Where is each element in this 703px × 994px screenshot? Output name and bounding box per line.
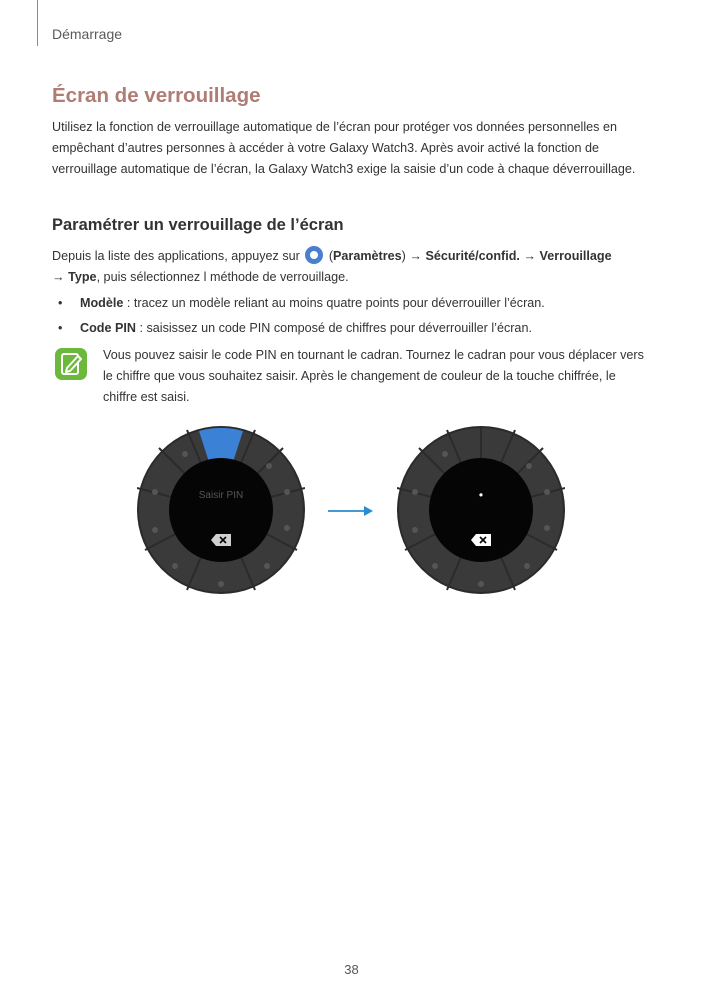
pin-placeholder: Saisir PIN [198, 490, 244, 501]
bullet-dot: • [58, 321, 63, 335]
bullet-dot: • [58, 296, 63, 310]
bullet-pattern [52, 293, 652, 314]
bullet-text: : tracez un modèle reliant au moins quatre points pour déverrouiller l’écran. [123, 296, 545, 310]
page-number: 38 [344, 962, 359, 977]
steps-prefix: Depuis la liste des applications, appuyez sur [52, 249, 300, 263]
bullet-list [52, 293, 652, 343]
bullet-pin [52, 318, 652, 339]
bullet-text: : saisissez un code PIN composé de chiffres pour déverrouiller l’écran. [135, 321, 532, 335]
page-title: Écran de verrouillage [52, 84, 261, 107]
steps-paragraph: Depuis la liste des applications, appuyez sur (Paramètres) → Sécurité/confid. → Verrouillage → Type, puis sélectionnez l méthode de verrouillage. [52, 246, 652, 288]
intro-paragraph: Utilisez la fonction de verrouillage automatique de l’écran pour protéger vos données personnelles en empêchant d’autres personnes à accéder à votre Galaxy Watch3. Après avoir activé la fonction de verrouillage automatique de l’écran, la Galaxy Watch3 exige la saisie d’un code à chaque déverrouillage. [52, 120, 636, 176]
settings-icon [305, 246, 323, 264]
arrow-right-icon [328, 504, 374, 518]
bullet-term: Code PIN [80, 321, 136, 335]
note-text: Vous pouvez saisir le code PIN en tournant le cadran. Tournez le cadran pour vous déplacer vers le chiffre que vous souhaitez saisir. Après le changement de couleur de la touche chiffrée, le chiffre est saisi. [103, 348, 644, 404]
watch-pin-entered-image [397, 426, 565, 594]
watch-pin-entry-image [137, 426, 305, 594]
security-label: Sécurité/confid. [425, 249, 520, 263]
header-rule [37, 0, 38, 46]
lock-label: Verrouillage [539, 249, 612, 263]
note-icon [55, 348, 87, 380]
type-label: Type [68, 270, 97, 284]
pin-dot: • [478, 488, 484, 502]
section-subtitle: Paramétrer un verrouillage de l’écran [52, 216, 344, 234]
settings-label: Paramètres [333, 249, 402, 263]
section-header: Démarrage [52, 26, 123, 42]
bullet-term: Modèle [80, 296, 124, 310]
